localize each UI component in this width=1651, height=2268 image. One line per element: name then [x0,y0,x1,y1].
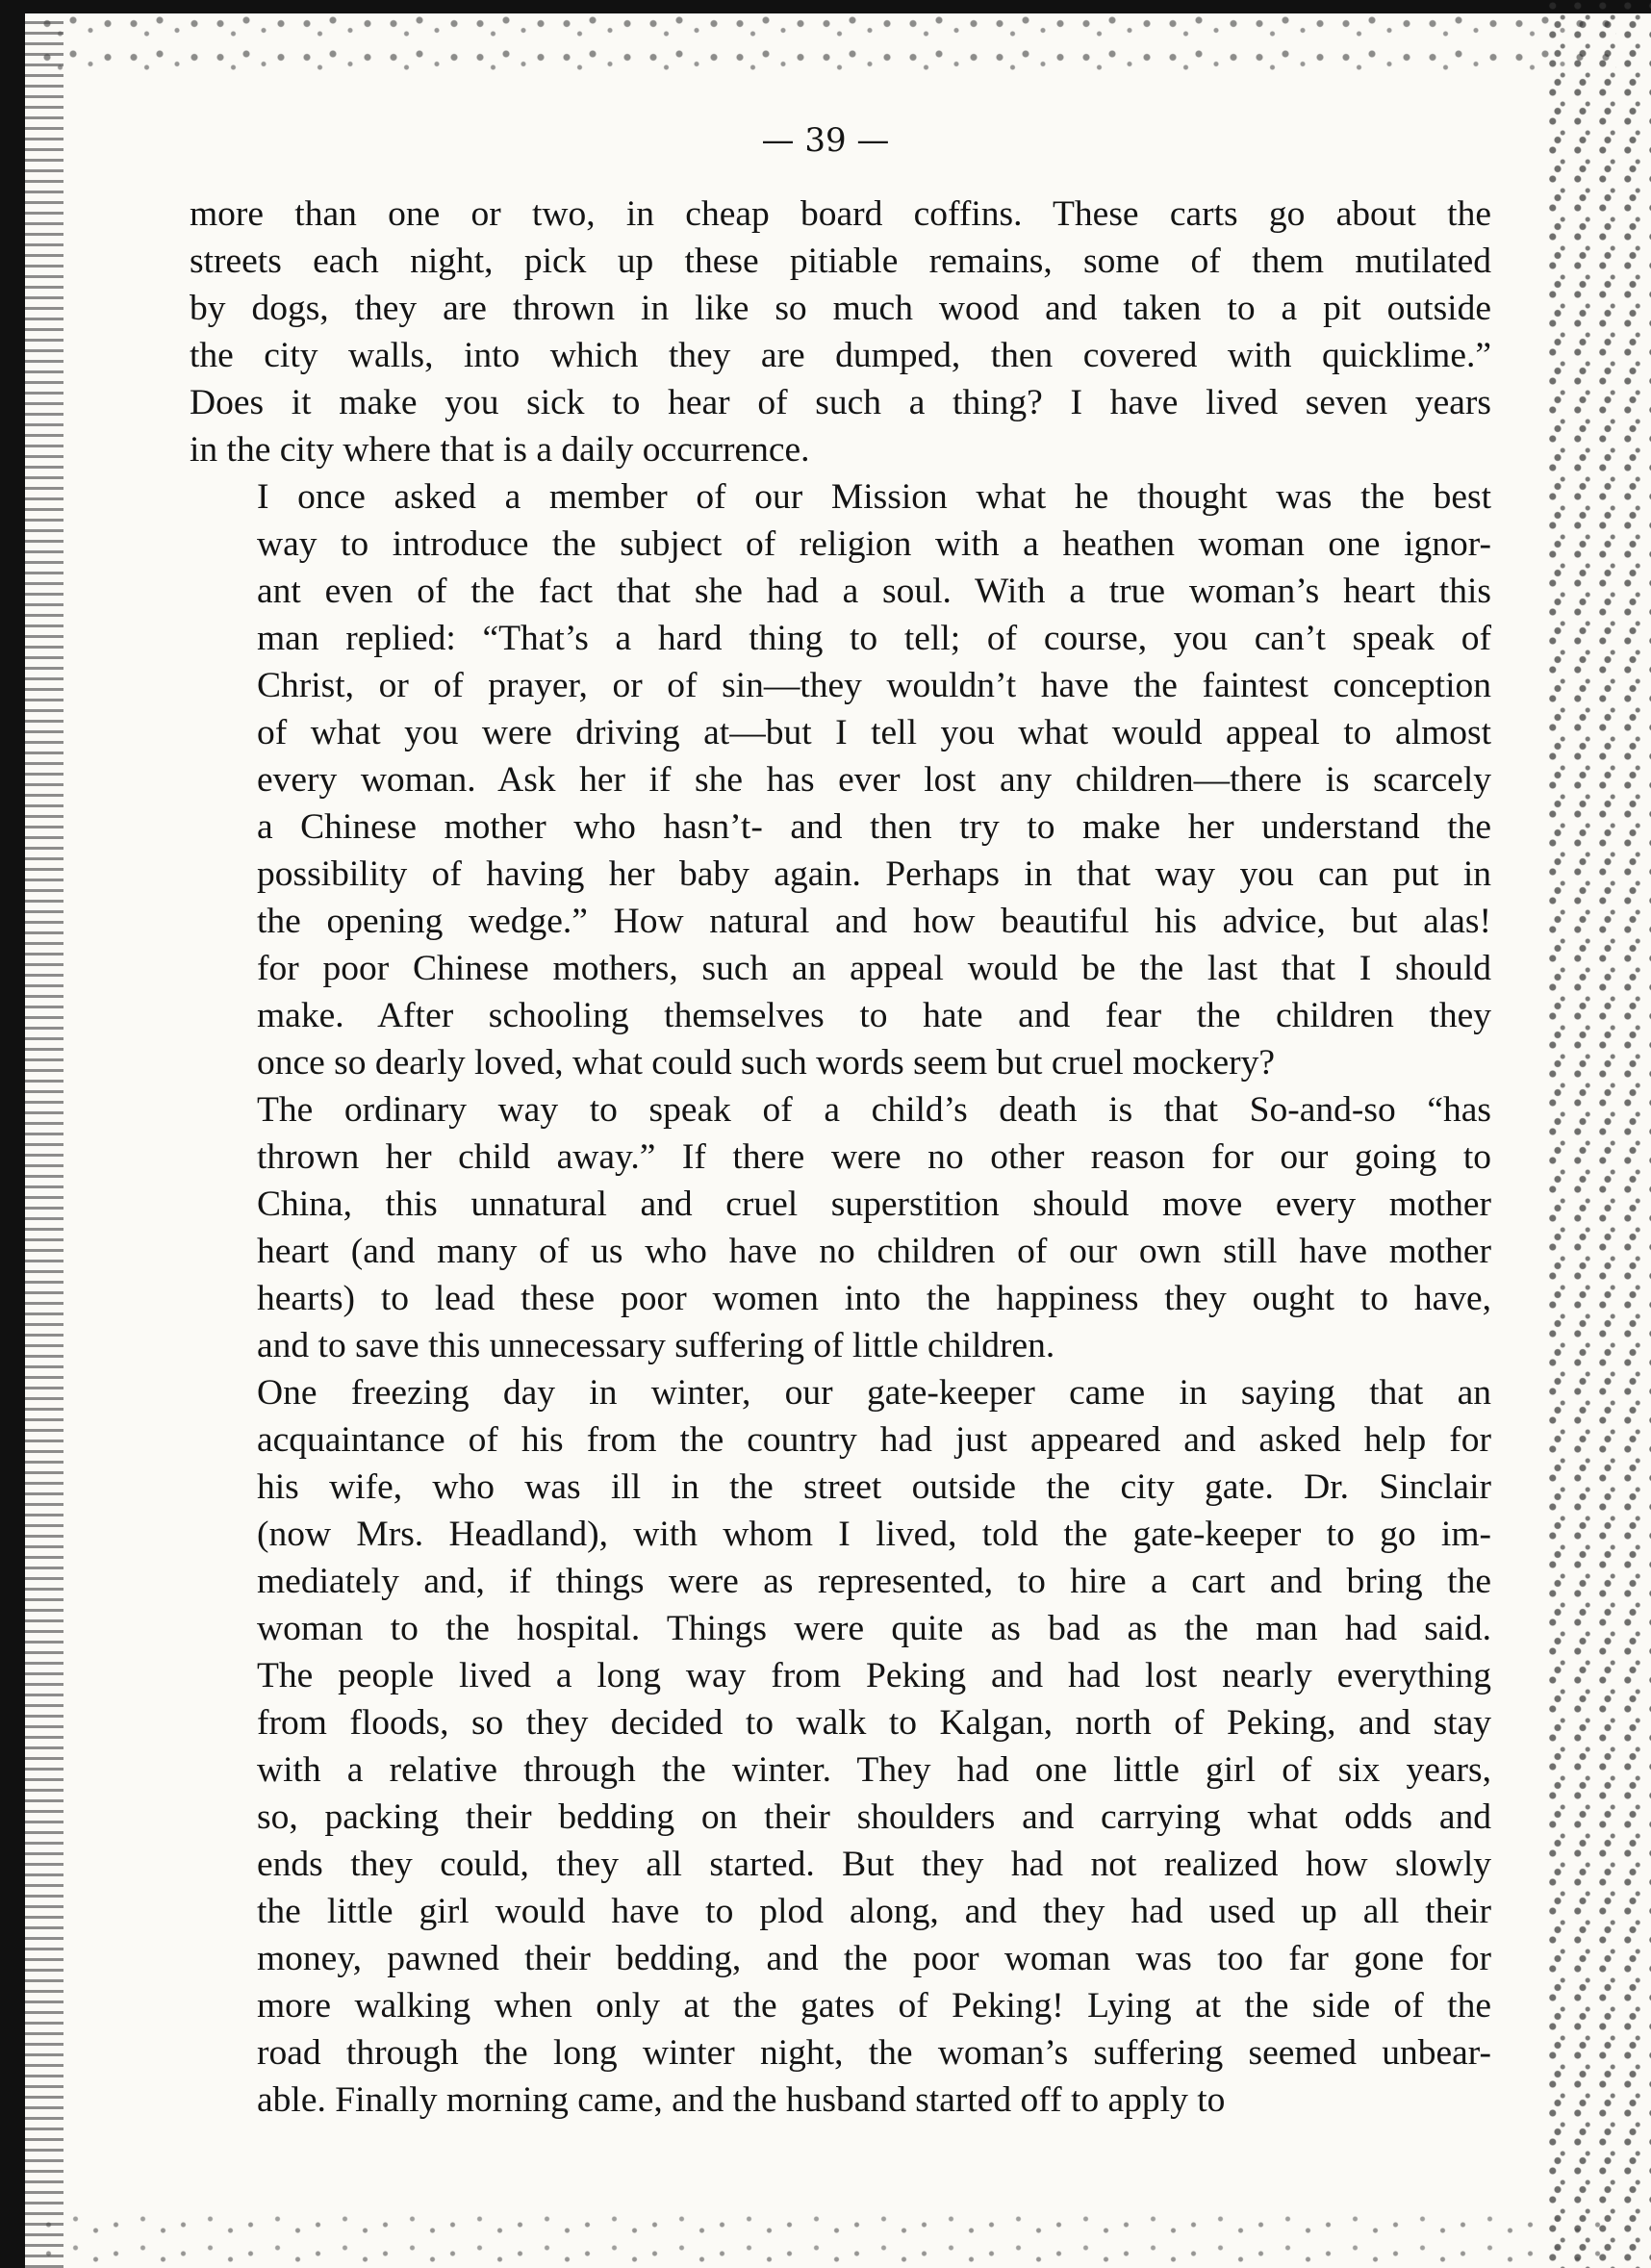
paragraph [190,1086,1491,1369]
paragraph [190,191,1491,473]
text-line: man replied: “That’s a hard thing to tell; of course, you can’t speak of [257,619,1491,658]
scan-border-top [0,0,1651,13]
text-line: in the city where that is a daily occurrence. [190,430,810,470]
text-line: I once asked a member of our Mission what he thought was the best [257,477,1491,517]
text-line: and to save this unnecessary suffering of little children. [257,1326,1055,1365]
text-line: so, packing their bedding on their shoulders and carrying what odds and [257,1797,1491,1837]
text-line: ends they could, they all started. But they had not realized how slowly [257,1845,1491,1884]
text-line: The people lived a long way from Peking and had lost nearly everything [257,1656,1491,1695]
text-line: Does it make you sick to hear of such a thing? I have lived seven years [190,383,1491,422]
body-text [190,191,1491,2124]
text-line: (now Mrs. Headland), with whom I lived, told the gate-keeper to go im- [257,1515,1491,1554]
text-line: for poor Chinese mothers, such an appeal would be the last that I should [257,949,1491,988]
text-line: ant even of the fact that she had a soul. With a true woman’s heart this [257,572,1491,611]
text-line: make. After schooling themselves to hate and fear the children they [257,996,1491,1035]
text-line: the little girl would have to plod along, and they had used up all their [257,1892,1491,1931]
text-line: thrown her child away.” If there were no other reason for our going to [257,1137,1491,1177]
text-line: of what you were driving at—but I tell you what would appeal to almost [257,713,1491,752]
text-line: The ordinary way to speak of a child’s death is that So-and-so “has [257,1090,1491,1130]
paragraph [190,473,1491,1086]
text-line: heart (and many of us who have no children of our own still have mother [257,1232,1491,1271]
text-line: more than one or two, in cheap board coffins. These carts go about the [190,194,1491,234]
text-line: way to introduce the subject of religion with a heathen woman one ignor- [257,524,1491,564]
text-line: every woman. Ask her if she has ever lost any children—there is scarcely [257,760,1491,800]
text-line: the city walls, into which they are dumped, then covered with quicklime.” [190,336,1491,375]
paragraph [190,1369,1491,2124]
text-line: from floods, so they decided to walk to Kalgan, north of Peking, and stay [257,1703,1491,1743]
text-line: the opening wedge.” How natural and how beautiful his advice, but alas! [257,902,1491,941]
text-line: mediately and, if things were as represented, to hire a cart and bring the [257,1562,1491,1601]
scan-noise-right [1545,0,1651,2268]
text-line: possibility of having her baby again. Perhaps in that way you can put in [257,854,1491,894]
scan-noise-left [25,0,64,2268]
text-line: able. Finally morning came, and the husband started off to apply to [257,2080,1226,2120]
scan-noise-bottom [38,2210,1616,2268]
text-line: hearts) to lead these poor women into the happiness they ought to have, [257,1279,1491,1318]
text-line: more walking when only at the gates of Peking! Lying at the side of the [257,1986,1491,2026]
text-line: his wife, who was ill in the street outside the city gate. Dr. Sinclair [257,1467,1491,1507]
scan-border-left [0,0,25,2268]
text-line: money, pawned their bedding, and the poor woman was too far gone for [257,1939,1491,1978]
scan-noise-top [38,13,1616,81]
text-line: streets each night, pick up these pitiable remains, some of them mutilated [190,242,1491,281]
text-line: by dogs, they are thrown in like so much wood and taken to a pit outside [190,289,1491,328]
text-line: woman to the hospital. Things were quite as bad as the man had said. [257,1609,1491,1648]
text-line: with a relative through the winter. They had one little girl of six years, [257,1750,1491,1790]
text-line: once so dearly loved, what could such words seem but cruel mockery? [257,1043,1276,1083]
text-line: a Chinese mother who hasn’t- and then try to make her understand the [257,807,1491,847]
text-line: Christ, or of prayer, or of sin—they wouldn’t have the faintest conception [257,666,1491,705]
text-line: China, this unnatural and cruel superstition should move every mother [257,1185,1491,1224]
text-line: road through the long winter night, the woman’s suffering seemed unbear- [257,2033,1491,2073]
text-line: acquaintance of his from the country had just appeared and asked help for [257,1420,1491,1460]
text-line: One freezing day in winter, our gate-keeper came in saying that an [257,1373,1491,1413]
page-number: — 39 — [761,121,890,160]
